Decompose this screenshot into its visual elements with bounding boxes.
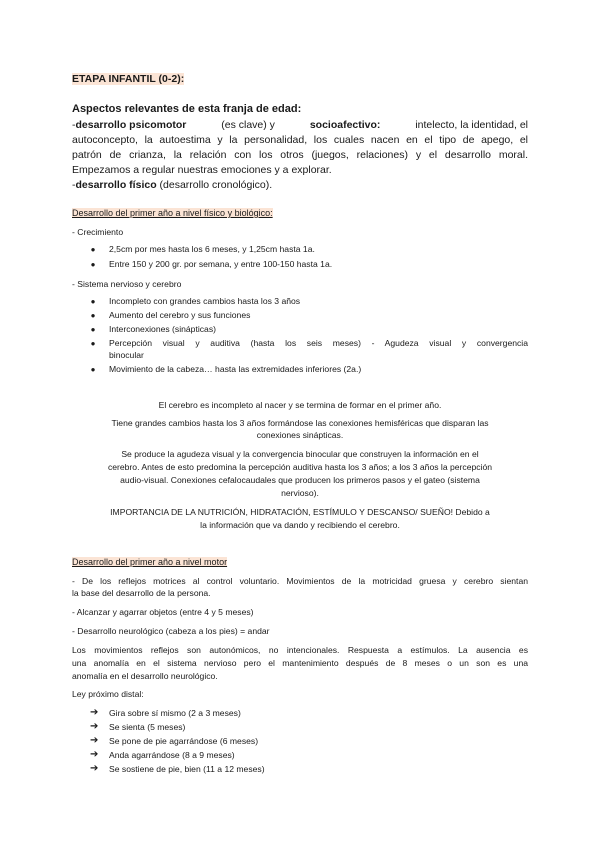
aspectos-line-5: -desarrollo físico (desarrollo cronológico). [72, 179, 273, 191]
motor-paragraph: anomalía en el desarrollo neurológico. [72, 671, 218, 681]
motor-paragraph: - Alcanzar y agarrar objetos (entre 4 y 5 meses) [72, 607, 254, 617]
list-item: Movimiento de la cabeza… hasta las extremidades inferiores (2a.) [109, 364, 362, 374]
bullet-icon: ● [90, 260, 96, 269]
motor-paragraph: una anomalía en el sistema nervioso pero el mantenimiento después de 8 meses o un son es una [72, 658, 528, 668]
centered-paragraph: El cerebro es incompleto al nacer y se termina de formar en el primer año. [158, 400, 442, 410]
centered-paragraph-emphasis: IMPORTANCIA DE LA NUTRICIÓN, HIDRATACIÓN, ESTÍMULO Y DESCANSO/ SUEÑO! Debido a [110, 507, 490, 517]
sistema-label: - Sistema nervioso y cerebro [72, 279, 182, 289]
bullet-icon: ● [90, 245, 96, 254]
centered-paragraph: conexiones sinápticas. [256, 430, 344, 440]
list-item: Incompleto con grandes cambios hasta los 3 años [109, 296, 301, 306]
section-heading-fisico: Desarrollo del primer año a nivel físico y biológico: [72, 208, 273, 218]
page-title: ETAPA INFANTIL (0-2): [72, 73, 185, 85]
bullet-icon: ● [90, 339, 96, 348]
list-item: Anda agarrándose (8 a 9 meses) [109, 750, 235, 760]
crecimiento-label: - Crecimiento [72, 227, 124, 237]
bullet-icon: ● [90, 325, 96, 334]
centered-paragraph: nervioso). [281, 488, 319, 498]
aspectos-heading: Aspectos relevantes de esta franja de edad: [72, 103, 302, 115]
list-item: Percepción visual y auditiva (hasta los seis meses) - Agudeza visual y convergencia [109, 338, 528, 348]
bullet-icon: ● [90, 311, 96, 320]
list-item-continued: binocular [109, 350, 144, 360]
centered-paragraph: cerebro. Antes de esto predomina la percepción auditiva hasta los 3 años; a los 3 años la percepción [107, 462, 493, 472]
list-item: Entre 150 y 200 gr. por semana, y entre 100-150 hasta 1a. [109, 259, 333, 269]
list-item: 2,5cm por mes hasta los 6 meses, y 1,25cm hasta 1a. [109, 244, 315, 254]
motor-paragraph: la base del desarrollo de la persona. [72, 588, 211, 598]
list-item: Se sienta (5 meses) [109, 722, 186, 732]
list-item: Aumento del cerebro y sus funciones [109, 310, 251, 320]
aspectos-line-3: patrón de crianza, la relación con los otros (juegos, relaciones) y el desarrollo moral. [72, 149, 528, 161]
aspectos-line-2: autoconcepto, la autoestima y la personalidad, los cuales nacen en el tipo de apego, el [72, 134, 528, 146]
arrow-icon: ➔ [90, 749, 99, 760]
list-item: Interconexiones (sinápticas) [109, 324, 216, 334]
aspectos-line-1: -desarrollo psicomotor (es clave) y socioafectivo: intelecto, la identidad, el [72, 119, 528, 131]
section-heading-motor: Desarrollo del primer año a nivel motor [72, 557, 228, 567]
list-item: Se pone de pie agarrándose (6 meses) [109, 736, 259, 746]
motor-paragraph: - Desarrollo neurológico (cabeza a los pies) = andar [72, 626, 270, 636]
motor-paragraph: - De los reflejos motrices al control voluntario. Movimientos de la motricidad gruesa y cerebro sientan [72, 576, 528, 586]
arrow-icon: ➔ [90, 721, 99, 732]
centered-paragraph-emphasis: la información que va dando y recibiendo el cerebro. [200, 520, 400, 530]
bullet-icon: ● [90, 365, 96, 374]
aspectos-line-4: Empezamos a regular nuestras emociones y a explorar. [72, 164, 332, 176]
centered-paragraph: Tiene grandes cambios hasta los 3 años formándose las conexiones hemisféricas que disparan las [111, 418, 489, 428]
bullet-icon: ● [90, 297, 96, 306]
ley-proximo-distal: Ley próximo distal: [72, 689, 144, 699]
arrow-icon: ➔ [90, 707, 99, 718]
list-item: Se sostiene de pie, bien (11 a 12 meses) [109, 764, 265, 774]
motor-paragraph: Los movimientos reflejos son autonómicos, no intencionales. Respuesta a estímulos. La ausencia es [72, 645, 528, 655]
centered-paragraph: Se produce la agudeza visual y la convergencia binocular que construyen la información en el [121, 449, 479, 459]
list-item: Gira sobre sí mismo (2 a 3 meses) [109, 708, 241, 718]
centered-paragraph: audio-visual. Conexiones cefalocaudales que producen los primeros pasos y el gateo (sistema [120, 475, 480, 485]
arrow-icon: ➔ [90, 735, 99, 746]
arrow-icon: ➔ [90, 763, 99, 774]
